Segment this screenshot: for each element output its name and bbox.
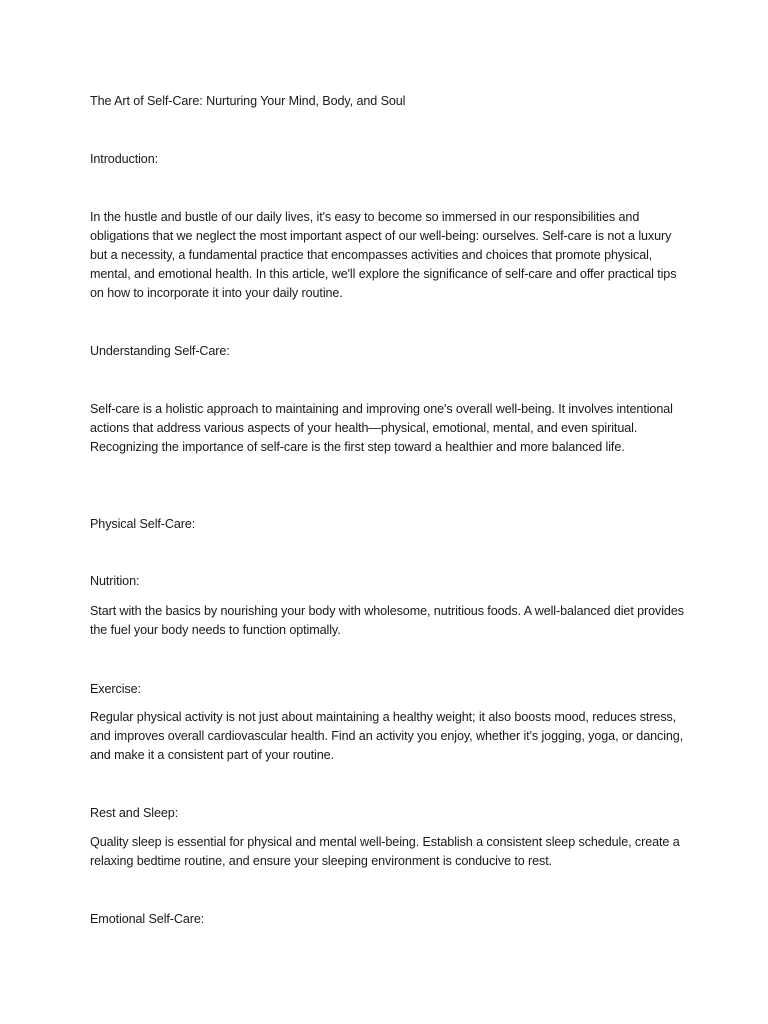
understanding-heading: Understanding Self-Care: — [90, 344, 230, 358]
exercise-heading: Exercise: — [90, 682, 141, 696]
understanding-paragraph: Self-care is a holistic approach to maintaining and improving one's overall well-being. It involves intentional actions that address various aspects of your health—physical, emotional, mental, and even spiritual. Recognizing the importance of self-care is the first step toward a healthier and more balanced life. — [90, 402, 673, 454]
emotional-heading: Emotional Self-Care: — [90, 912, 205, 926]
rest-paragraph: Quality sleep is essential for physical and mental well-being. Establish a consistent sleep schedule, create a relaxing bedtime routine, and ensure your sleeping environment is conducive to rest. — [90, 835, 680, 868]
document-title: The Art of Self-Care: Nurturing Your Mind, Body, and Soul — [90, 94, 406, 108]
introduction-heading: Introduction: — [90, 152, 159, 166]
nutrition-heading: Nutrition: — [90, 574, 140, 588]
nutrition-paragraph: Start with the basics by nourishing your body with wholesome, nutritious foods. A well-balanced diet provides the fuel your body needs to function optimally. — [90, 604, 684, 637]
introduction-paragraph: In the hustle and bustle of our daily lives, it's easy to become so immersed in our responsibilities and obligations that we neglect the most important aspect of our well-being: ourselves. Self-care is not a luxury but a necessity, a fundamental practice that encompasses activities and choices that promote physical, mental, and emotional health. In this article, we'll explore the significance of self-care and offer practical tips on how to incorporate it into your daily routine. — [90, 210, 677, 300]
rest-heading: Rest and Sleep: — [90, 806, 179, 820]
physical-heading: Physical Self-Care: — [90, 517, 196, 531]
exercise-paragraph: Regular physical activity is not just about maintaining a healthy weight; it also boosts mood, reduces stress, and improves overall cardiovascular health. Find an activity you enjoy, whether it's jogging, yoga, or dancing, and make it a consistent part of your routine. — [90, 710, 684, 762]
